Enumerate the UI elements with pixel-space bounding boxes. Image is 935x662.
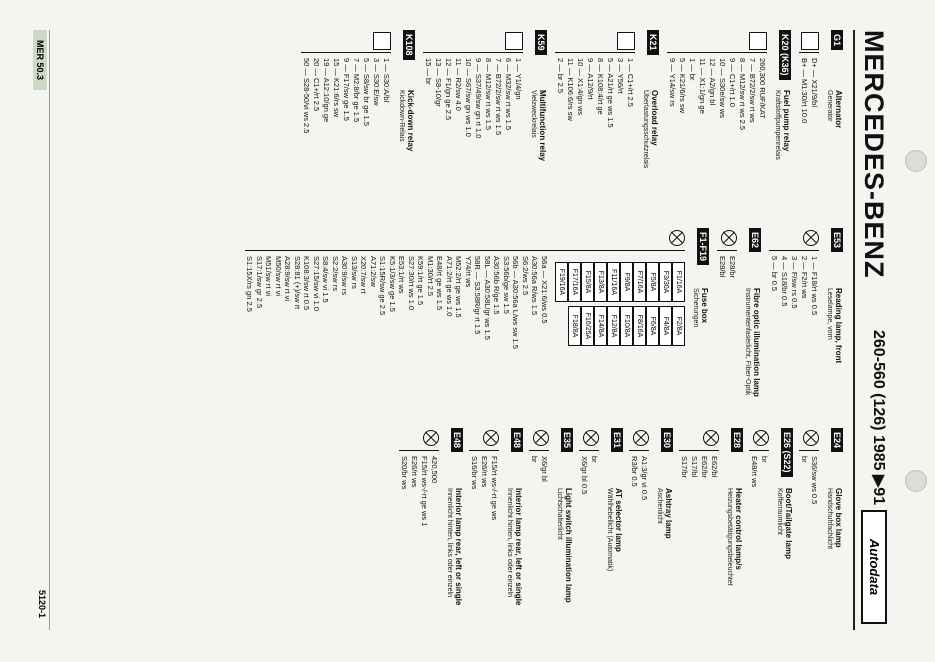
component-code: K20 (K36) bbox=[779, 30, 791, 80]
wire-label: X20:7/sw rt bbox=[359, 256, 369, 294]
relay-symbol bbox=[505, 32, 523, 50]
component-subtitle: Vielzweckrelais bbox=[530, 90, 537, 138]
wire-label: 5 — K21/6/rs sw bbox=[678, 58, 687, 114]
fuse-f13: F13/8A bbox=[594, 262, 607, 302]
component-code: F1-F19 bbox=[697, 228, 709, 265]
wire-label: E62/br bbox=[700, 456, 709, 479]
wire-label: K59:1/rt ge 1.5 bbox=[416, 256, 426, 306]
binder-hole bbox=[905, 470, 927, 492]
wire-bus bbox=[301, 52, 391, 53]
wire-label: S20/br ws bbox=[400, 456, 409, 490]
component-code: E31 bbox=[611, 428, 623, 452]
wire-label: 8 — M12/sw rt ws 2.5 bbox=[738, 58, 747, 131]
component-title: Ashtray lamp bbox=[664, 488, 673, 539]
fuse-f3: F3/30A bbox=[659, 262, 672, 302]
wire-label: S1:15R/sw ge 2.5 bbox=[378, 256, 388, 316]
fuse-f6: F6/8A bbox=[646, 306, 659, 346]
wire-label: 15 — K21:6/rs sw bbox=[332, 58, 341, 118]
wire-bus bbox=[399, 450, 439, 451]
component-code: E26 (S22) bbox=[781, 428, 793, 477]
wire-label: 1 — F18/rt ws 0.5 bbox=[810, 256, 819, 316]
wire-label: 1 — Y1/4/gn bbox=[514, 58, 523, 100]
fuse-f1: F1/16A bbox=[672, 262, 685, 302]
wire-label: 8 — K108:4/rt ge bbox=[596, 58, 605, 115]
lamp-symbol bbox=[669, 230, 685, 246]
component-code: E48 bbox=[451, 428, 463, 452]
wire-label: S8:4/sw vi 1.5 bbox=[321, 256, 331, 303]
component-subtitle: Überlastungsschutzrelais bbox=[642, 90, 649, 169]
component-code: E24 bbox=[831, 428, 843, 452]
component-subtitle: Innenlicht hinten, links oder einzeln bbox=[506, 488, 513, 597]
wire-label: 9 — A12/9/rt bbox=[586, 58, 595, 100]
wire-label: br bbox=[760, 456, 769, 463]
wire-bus bbox=[799, 450, 819, 451]
wire-label: E62/bl bbox=[710, 456, 719, 478]
wire-label: S17/br bbox=[680, 456, 689, 479]
wire-label: 5 — A21/rt ge ws 1.5 bbox=[606, 58, 615, 128]
wire-label: 1 — S30:A/bl bbox=[382, 58, 391, 103]
lamp-symbol bbox=[753, 430, 769, 446]
fuse-f9: F9/8A bbox=[620, 262, 633, 302]
wire-label: A30:56b R/ge 1.5 bbox=[492, 256, 502, 315]
wire-label: 58L — A30:58L/gr ws 1.5 bbox=[483, 256, 492, 340]
wire-label: F15/rt ws-/-rt ge ws bbox=[490, 456, 499, 521]
fuse-f2: F2/8A bbox=[672, 306, 685, 346]
wire-bus bbox=[799, 52, 819, 53]
wire-label: 56a — X21:6/ws 0.5 bbox=[540, 256, 549, 324]
wire-label: S2:2/sw rs bbox=[331, 256, 340, 292]
wire-bus bbox=[679, 450, 719, 451]
wire-label: D+ — X21/9/bl bbox=[810, 58, 819, 107]
wire-label: 12 — F1/gn ge 2.5 bbox=[444, 58, 453, 121]
wire-label: S17:1/sw gr 2.5 bbox=[255, 256, 264, 309]
wire-label: 2 — F2/rt ws bbox=[800, 256, 809, 299]
component-subtitle: Innenlicht hinten, links oder einzeln bbox=[446, 488, 453, 597]
fuse-f8: F8/16A bbox=[633, 306, 646, 346]
component-title: AT selector lamp bbox=[614, 488, 623, 552]
fuse-f11: F11/16A bbox=[607, 262, 620, 302]
fuse-f18: F18/8A bbox=[568, 306, 581, 346]
wire-label: R3/br 0.5 bbox=[630, 456, 639, 487]
component-subtitle: Kickdown-Relais bbox=[398, 90, 405, 142]
wire-bus bbox=[579, 450, 599, 451]
brand-title: MERCEDES-BENZ bbox=[859, 30, 889, 279]
wire-label: E48/rt ws bbox=[750, 456, 759, 488]
fuse-f7: F7/16A bbox=[633, 262, 646, 302]
component-title: Fuel pump relay bbox=[782, 90, 791, 152]
publisher-logo: Autodata bbox=[861, 510, 887, 624]
wire-label: 11 — K106:6/rs sw bbox=[566, 58, 575, 121]
component-code: E30 bbox=[661, 428, 673, 452]
page-header bbox=[853, 30, 895, 630]
page-number: 5120-1 bbox=[37, 590, 47, 619]
wire-label: 6 — M32/sw rt ws 1.5 bbox=[504, 58, 513, 131]
wire-label: br bbox=[800, 456, 809, 463]
wire-label: 58R — S3:58R/gr rt 1.5 bbox=[473, 256, 483, 335]
lamp-symbol bbox=[721, 230, 737, 246]
component-title: Alternator bbox=[834, 90, 843, 129]
wire-label: 3 — S30:E/sw bbox=[372, 58, 381, 106]
wire-label: 10 — S30e/sw ws bbox=[718, 58, 727, 119]
component-subtitle: Heizungsbetätigungsbeleuchtet bbox=[726, 488, 733, 586]
lamp-symbol bbox=[803, 230, 819, 246]
wire-label: 5 — br 0.5 bbox=[770, 256, 779, 292]
wire-label: B+ — M1:30/rt 10.0 bbox=[800, 58, 809, 124]
wire-bus bbox=[717, 250, 737, 251]
model-title: 260-560 (126) 1985 ▶91 bbox=[870, 330, 887, 506]
component-code: E62 bbox=[749, 228, 761, 252]
fuse-f19: F19/16A bbox=[555, 262, 568, 302]
wire-label: 1 — C1+/rt 2.5 bbox=[626, 58, 635, 107]
component-title: Overload relay bbox=[650, 90, 659, 146]
component-title: Multifunction relay bbox=[538, 90, 547, 162]
wire-label: 260,300 RUF/KAT bbox=[758, 58, 767, 119]
wire-label: E26/rt ws bbox=[410, 456, 419, 488]
wire-label: 1 — br bbox=[688, 58, 697, 81]
wire-label: E48/rt ge ws 1.5 bbox=[435, 256, 445, 311]
wire-label: 8 — M12/sw rt ws 1.5 bbox=[484, 58, 493, 131]
wire-label: K108:3/sw rt 0.5 bbox=[302, 256, 312, 311]
wire-label: S36/sw ws 0.5 bbox=[810, 456, 819, 505]
wire-label: E28/br bbox=[728, 256, 737, 279]
wire-bus bbox=[469, 450, 499, 451]
component-code: G1 bbox=[831, 30, 843, 50]
fuse-f10: F10/8A bbox=[620, 306, 633, 346]
wire-label: 12 — A2/gn bl bbox=[708, 58, 717, 106]
wire-bus bbox=[529, 450, 549, 451]
component-title: Glove box lamp bbox=[834, 488, 843, 548]
lamp-symbol bbox=[703, 430, 719, 446]
component-subtitle: Wählhebellicht (Automatik) bbox=[606, 488, 613, 572]
wire-label: M1:30/rt 2.5 bbox=[426, 256, 435, 297]
fuse-f15: F15/8A bbox=[581, 262, 594, 302]
wire-label: 9 — C1+/rt 1.0 bbox=[728, 58, 737, 107]
fuse-f16: F16/25A bbox=[581, 306, 594, 346]
wire-label: 3 — Y56/rt bbox=[616, 58, 625, 94]
wire-label: 13 — S8-10/gr bbox=[434, 58, 443, 107]
wire-label: 50 — S28-50/vi ws 2.5 bbox=[302, 58, 311, 134]
fuse-f17: F17/16A bbox=[568, 262, 581, 302]
lamp-symbol bbox=[633, 430, 649, 446]
component-title: Fibre optic illumination lamp bbox=[752, 288, 761, 397]
lamp-symbol bbox=[483, 430, 499, 446]
wire-label: S27:30/rt ws 1.0 bbox=[407, 256, 416, 311]
wire-label: 7 — M2:8/br ge 1.5 bbox=[352, 58, 361, 123]
wire-label: F15/rt ws-/-rt ge ws 1 bbox=[420, 456, 429, 527]
component-title: Reading lamp, front bbox=[834, 288, 843, 364]
wire-label: 15 — br bbox=[424, 58, 433, 85]
relay-symbol bbox=[749, 32, 767, 50]
wire-label: br bbox=[530, 456, 539, 463]
relay-symbol bbox=[801, 32, 819, 50]
wire-bus bbox=[245, 250, 685, 251]
wire-label: S13/sw rs bbox=[350, 256, 359, 289]
component-title: Interior lamp rear, left or single bbox=[514, 488, 523, 606]
component-subtitle: Generator bbox=[826, 90, 833, 122]
wire-label: K5:1/3/sw ge 1.5 bbox=[388, 256, 397, 312]
wire-label: M50/sw rt vi bbox=[274, 256, 283, 297]
component-subtitle: Kofferraumlicht bbox=[776, 488, 783, 535]
wire-label: 56b — A30:56a L/ws sw 1.5 bbox=[511, 256, 521, 349]
wire-bus bbox=[667, 52, 767, 53]
component-code: E53 bbox=[831, 228, 843, 252]
wire-label: A71:2/sw bbox=[369, 256, 378, 287]
fuse-f14: F14/8A bbox=[594, 306, 607, 346]
wire-label: S17/bl bbox=[690, 456, 699, 478]
lamp-symbol bbox=[533, 430, 549, 446]
component-subtitle: Kraftstoffpumpenrelais bbox=[774, 90, 781, 160]
wire-label: 9 — F17/sw ge 1.5 bbox=[342, 58, 351, 121]
component-subtitle: Sicherungen bbox=[692, 288, 699, 328]
component-code: E48 bbox=[511, 428, 523, 452]
wire-label: A1:3/gr vi 0.5 bbox=[640, 456, 649, 501]
component-title: Boot/Tailgate lamp bbox=[784, 488, 793, 559]
wire-label: 10 — X1:4/gn ws bbox=[576, 58, 585, 116]
wire-label: 11 — X1:1/gn ge bbox=[698, 58, 707, 114]
component-title: Kick-down relay bbox=[406, 90, 415, 152]
wire-label: S6:2/ws 2.5 bbox=[521, 256, 530, 296]
wire-label: S3:56b/ge sw 1.5 bbox=[502, 256, 511, 314]
wire-label: A30:9/sw rs bbox=[340, 256, 350, 296]
wire-label: S16/br ws bbox=[470, 456, 479, 490]
wire-label: 7 — B72/2/sw rt ws bbox=[748, 58, 757, 123]
wire-label: E28/bl bbox=[718, 256, 727, 278]
wire-label: 9 — Y14/sw rs bbox=[668, 58, 677, 107]
component-title: Light switch illumination lamp bbox=[564, 488, 573, 603]
component-subtitle: Lichtschalterlicht bbox=[556, 488, 563, 540]
component-subtitle: Leselampe, vorn bbox=[826, 288, 833, 340]
wire-label: M52:2/rt ge ws 1.5 bbox=[454, 256, 464, 318]
wire-label: 3 — F/sw rs 0.5 bbox=[790, 256, 799, 309]
wire-label: br bbox=[590, 456, 599, 463]
wire-label: M51/sw rt vi bbox=[264, 256, 274, 297]
wire-label: 11 — R2/sw 4.0 bbox=[454, 58, 463, 111]
wire-label: 4 — S18/br 0.5 bbox=[780, 256, 789, 307]
wire-label: X6/gr bl 0.5 bbox=[580, 456, 589, 495]
page-footer bbox=[33, 30, 50, 630]
wire-bus bbox=[769, 250, 819, 251]
lamp-symbol bbox=[803, 430, 819, 446]
wire-bus bbox=[423, 52, 523, 53]
relay-symbol bbox=[617, 32, 635, 50]
lamp-symbol bbox=[583, 430, 599, 446]
component-title: Fuse box bbox=[700, 288, 709, 324]
wire-label: 10 — S67/sw gn ws 1.0 bbox=[464, 58, 473, 137]
wire-label: 7 — B72/2/sw rt ws 1.5 bbox=[494, 58, 503, 136]
fuse-f5: F5/8A bbox=[646, 262, 659, 302]
component-code: E28 bbox=[731, 428, 743, 452]
component-code: E35 bbox=[561, 428, 573, 452]
wire-label: E26/rt ws bbox=[480, 456, 489, 488]
wire-label: 420,500 bbox=[430, 456, 439, 484]
wire-label: 19 — A12:10/gn ge bbox=[322, 58, 331, 123]
wire-label: X6/gr bl bbox=[540, 456, 549, 482]
wire-label: 20 — C1+/rt 2.5 bbox=[312, 58, 321, 112]
wire-label: S28:81 (+)/sw rt bbox=[293, 256, 302, 310]
fuse-f12: F12/8A bbox=[607, 306, 620, 346]
wire-label: A30:56a R/ws 1.5 bbox=[530, 256, 540, 316]
binder-hole bbox=[905, 150, 927, 172]
component-subtitle: Handschuhfachlicht bbox=[826, 488, 833, 550]
wire-label: S27:15/sw vi 1.0 bbox=[312, 256, 321, 312]
component-subtitle: Aschenlicht bbox=[656, 488, 663, 524]
wire-label: E53:1/rt ws bbox=[397, 256, 407, 294]
wire-bus bbox=[629, 450, 649, 451]
component-title: Heater control lamp/s bbox=[734, 488, 743, 570]
wire-label: A28:9/sw rt vi bbox=[283, 256, 293, 302]
component-code: K21 bbox=[647, 30, 659, 55]
wire-label: 5 — S8/sw br ge 1.5 bbox=[362, 58, 371, 126]
wire-bus bbox=[555, 52, 635, 53]
lamp-symbol bbox=[423, 430, 439, 446]
component-subtitle: Instrumentenfaserlicht, Fiber-Optik bbox=[744, 288, 751, 396]
wire-label: Y74/rt ws bbox=[464, 256, 473, 288]
wire-label: 9 — S37/49/sw gn rt 1.0 bbox=[474, 58, 483, 139]
wire-bus bbox=[749, 450, 769, 451]
component-title: Interior lamp rear, left or single bbox=[454, 488, 463, 606]
component-code: K59 bbox=[535, 30, 547, 55]
wire-label: 2 — br 2.5 bbox=[556, 58, 565, 94]
fuse-f4: F4/8A bbox=[659, 306, 672, 346]
doc-code: MER 50.3 bbox=[33, 30, 47, 90]
component-code: K108 bbox=[403, 30, 415, 60]
relay-symbol bbox=[373, 32, 391, 50]
wire-label: A71:2/rt ge ws 1.0 bbox=[445, 256, 454, 317]
wire-label: S1:15X/rs gn 2.5 bbox=[245, 256, 255, 312]
